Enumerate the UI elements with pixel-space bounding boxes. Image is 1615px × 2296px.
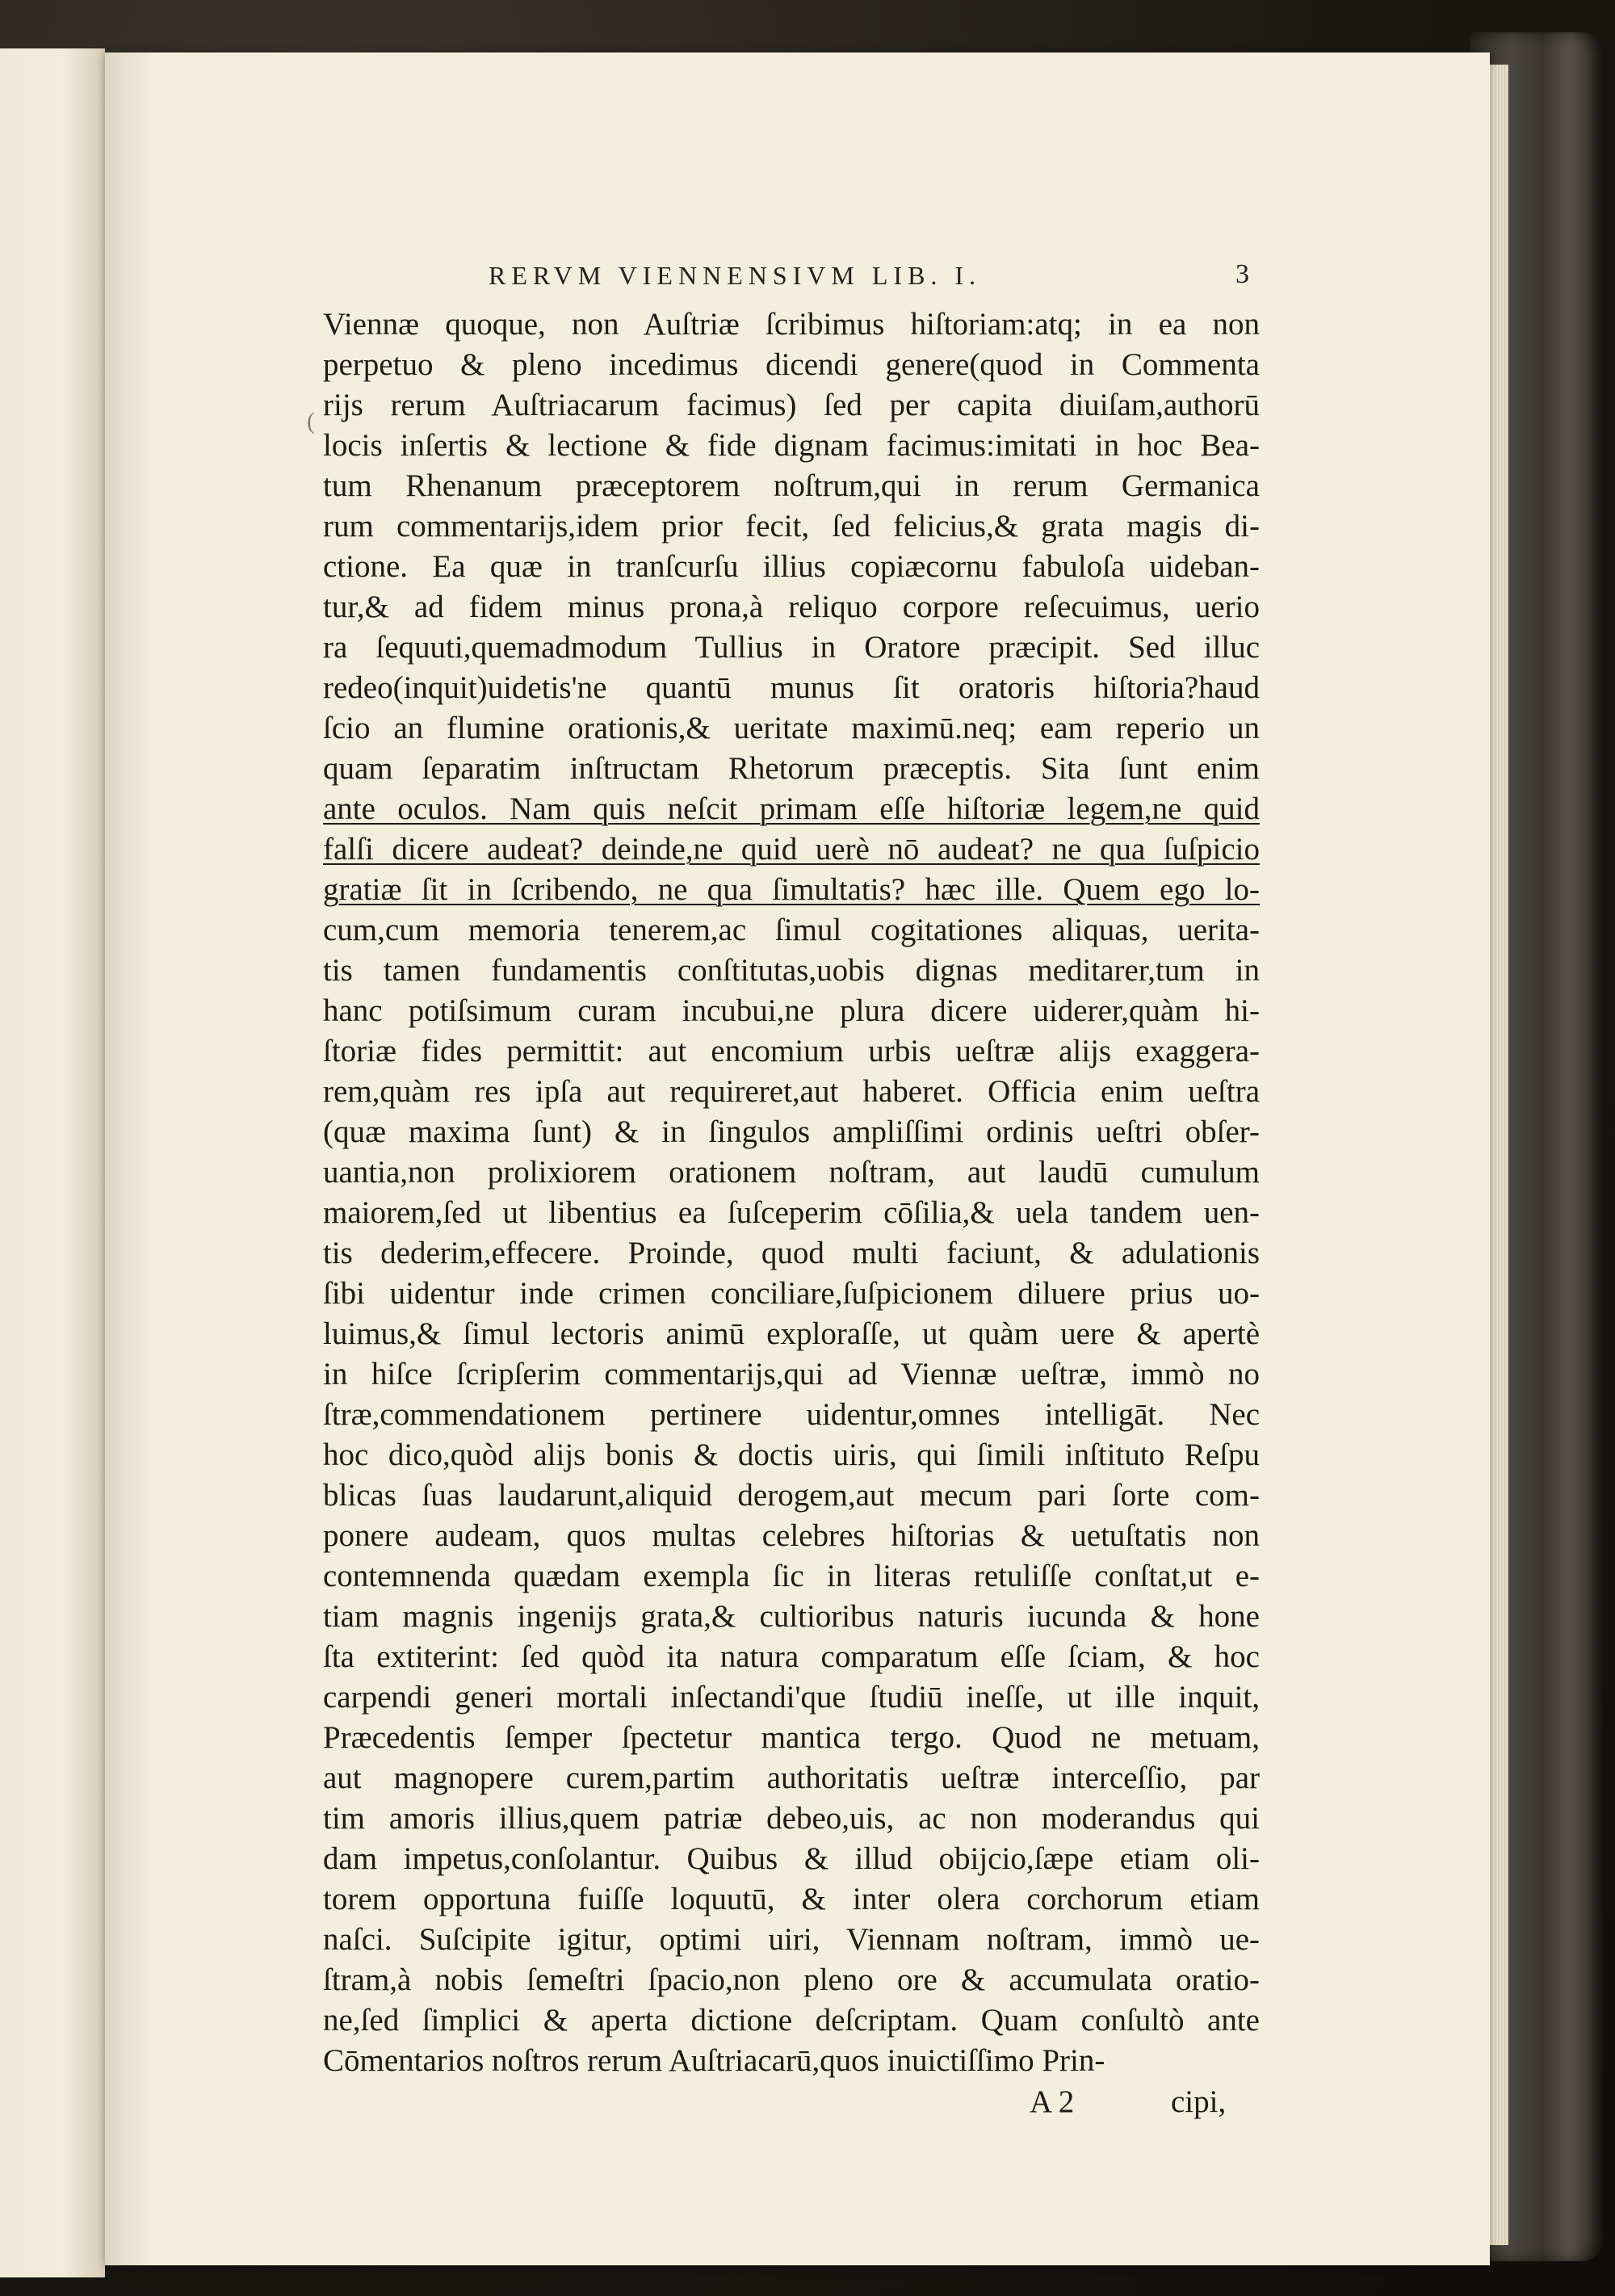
text-line: blicas ſuas laudarunt,aliquid derogem,aut mecum pari ſorte com- xyxy=(323,1478,1260,1513)
text-line: cum,cum memoria tenerem,ac ſimul cogitationes aliquas, uerita- xyxy=(323,913,1260,947)
text-line: aut magnopere curem,partim authoritatis ueſtræ interceſſio, par xyxy=(323,1761,1260,1795)
text-line: rem,quàm res ipſa aut requireret,aut haberet. Officia enim ueſtra xyxy=(323,1074,1260,1109)
text-line: dam impetus,conſolantur. Quibus & illud obijcio,ſæpe etiam oli- xyxy=(323,1841,1260,1876)
text-line: ſibi uidentur inde crimen conciliare,ſuſpicionem diluere prius uo- xyxy=(323,1276,1260,1311)
text-line: luimus,& ſimul lectoris animū exploraſſe, ut quàm uere & apertè xyxy=(323,1316,1260,1351)
text-line: ſtoriæ fides permittit: aut encomium urbis ueſtræ alijs exaggera- xyxy=(323,1034,1260,1068)
catchword: cipi, xyxy=(1171,2084,1227,2119)
text-line: ſcio an flumine orationis,& ueritate maximū.neq; eam reperio un xyxy=(323,711,1260,745)
text-line: tis tamen fundamentis conſtitutas,uobis dignas meditarer,tum in xyxy=(323,953,1260,988)
text-line: naſci. Suſcipite igitur, optimi uiri, Viennam noſtram, immò ue- xyxy=(323,1922,1260,1957)
page-header xyxy=(105,261,1490,293)
text-line: tis dederim,effecere. Proinde, quod multi faciunt, & adulationis xyxy=(323,1236,1260,1270)
text-line: redeo(inquit)uidetis'ne quantū munus ſit oratoris hiſtoria?haud xyxy=(323,670,1260,705)
facing-page-edge xyxy=(0,48,105,2277)
text-line: Viennæ quoque, non Auſtriæ ſcribimus hiſtoriam:atq; in ea non xyxy=(323,307,1260,342)
text-line: hanc potiſsimum curam incubui,ne plura dicere uiderer,quàm hi- xyxy=(323,993,1260,1028)
book-page xyxy=(105,52,1490,2265)
text-line: hoc dico,quòd alijs bonis & doctis uiris, qui ſimili inſtituto Reſpu xyxy=(323,1438,1260,1472)
text-line: tum Rhenanum præceptorem noſtrum,qui in rerum Germanica xyxy=(323,468,1260,503)
text-line: locis inſertis & lectione & fide dignam facimus:imitati in hoc Bea- xyxy=(323,428,1260,463)
text-line: ſtram,à nobis ſemeſtri ſpacio,non pleno ore & accumulata oratio- xyxy=(323,1962,1260,1997)
text-line: ponere audeam, quos multas celebres hiſtorias & uetuſtatis non xyxy=(323,1518,1260,1553)
text-line: in hiſce ſcripſerim commentarijs,qui ad Viennæ ueſtræ, immò no xyxy=(323,1357,1260,1391)
text-line: quam ſeparatim inſtructam Rhetorum præceptis. Sita ſunt enim xyxy=(323,751,1260,786)
page-number: 3 xyxy=(1235,259,1249,289)
text-line: ne,ſed ſimplici & aperta dictione deſcriptam. Quam conſultò ante xyxy=(323,2003,1260,2038)
text-line: (quæ maxima ſunt) & in ſingulos ampliſſimi ordinis ueſtri obſer- xyxy=(323,1114,1260,1149)
text-line: ſta extiterint: ſed quòd ita natura comparatum eſſe ſciam, & hoc xyxy=(323,1639,1260,1674)
text-line: tim amoris illius,quem patriæ debeo,uis, ac non moderandus qui xyxy=(323,1801,1260,1836)
text-line: gratiæ ſit in ſcribendo, ne qua ſimultatis? hæc ille. Quem ego lo- xyxy=(323,872,1260,907)
text-line: carpendi generi mortali inſectandi'que ſtudiū ineſſe, ut ille inquit, xyxy=(323,1680,1260,1715)
signature-mark: A 2 xyxy=(1030,2084,1075,2119)
text-line: falſi dicere audeat? deinde,ne quid uerè nō audeat? ne qua ſuſpicio xyxy=(323,832,1260,867)
text-line: Præcedentis ſemper ſpectetur mantica tergo. Quod ne metuam, xyxy=(323,1720,1260,1755)
text-line: ctione. Ea quæ in tranſcurſu illius copiæcornu fabuloſa uideban- xyxy=(323,549,1260,584)
text-line: tur,& ad fidem minus prona,à reliquo corpore reſecuimus, uerio xyxy=(323,590,1260,624)
text-line: uantia,non prolixiorem orationem noſtram, aut laudū cumulum xyxy=(323,1155,1260,1190)
text-line: Cōmentarios noſtros rerum Auſtriacarū,quos inuictiſſimo Prin- xyxy=(323,2043,1105,2078)
text-line: torem opportuna fuiſſe loquutū, & inter olera corchorum etiam xyxy=(323,1882,1260,1916)
text-line: rum commentarijs,idem prior fecit, ſed felicius,& grata magis di- xyxy=(323,509,1260,544)
body-text xyxy=(323,304,1260,2081)
text-line: tiam magnis ingenijs grata,& cultioribus naturis iucunda & hone xyxy=(323,1599,1260,1634)
text-line: contemnenda quædam exempla ſic in literas retuliſſe conſtat,ut e- xyxy=(323,1559,1260,1593)
text-line: maiorem,ſed ut libentius ea ſuſceperim cōſilia,& uela tandem uen- xyxy=(323,1195,1260,1230)
text-line: rijs rerum Auſtriacarum facimus) ſed per capita diuiſam,authorū xyxy=(323,388,1260,422)
margin-note: ( xyxy=(307,408,315,434)
text-line: ſtræ,commendationem pertinere uidentur,omnes intelligāt. Nec xyxy=(323,1397,1260,1432)
text-line: perpetuo & pleno incedimus dicendi genere(quod in Commenta xyxy=(323,347,1260,382)
running-head: RERVM VIENNENSIVM LIB. I. xyxy=(489,261,982,290)
text-line: ante oculos. Nam quis neſcit primam eſſe hiſtoriæ legem,ne quid xyxy=(323,791,1260,826)
text-line: ra ſequuti,quemadmodum Tullius in Oratore præcipit. Sed illuc xyxy=(323,630,1260,665)
